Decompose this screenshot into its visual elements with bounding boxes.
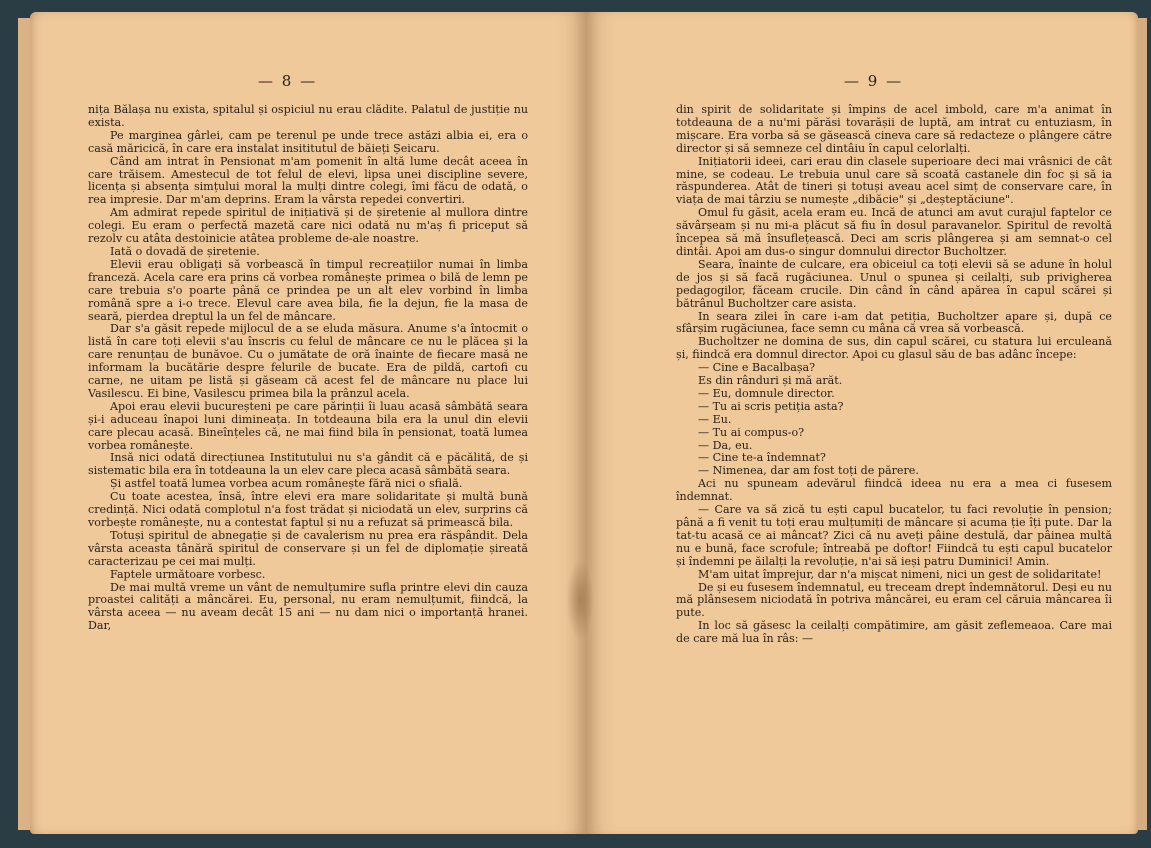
paragraph: — Eu. xyxy=(698,412,732,426)
right-page-text xyxy=(676,104,1112,646)
paragraph: De și eu fusesem îndemnatul, eu treceam drept îndemnătorul. Deși eu nu mă plânsesem niciodată în potriva mâncărei, eu eram cel căruia mâncarea îi pute. xyxy=(676,580,1112,620)
binding-stain xyxy=(566,560,594,640)
paragraph: Am admirat repede spiritul de inițiativă și de șiretenie al mullora dintre colegi. Eu eram o perfectă mazetă care nici odată nu m'aș fi priceput să rezolv cu atâta destoinicie atâtea probleme de-ale noastre. xyxy=(88,206,528,246)
paragraph: Inițiatorii ideei, cari erau din clasele superioare deci mai vrâsnici de cât mine, se codeau. Le trebuia unul care să scoată castanele din foc și să ia răspunderea. Atât de tineri și totuși aveau acel simț de conservare care, în viața de mai târziu se numește „dibăcie" și „deșteptăciune". xyxy=(676,154,1112,207)
paragraph: In seara zilei în care i-am dat petiția, Bucholtzer apare și, după ce sfârșim rugăciunea, face semn cu mâna că vrea să vorbească. xyxy=(676,309,1112,336)
paragraph: din spirit de solidaritate și împins de acel imbold, care m'a animat în totdeauna de a nu'mi părăsi tovarășii de luptă, am intrat cu entuziasm, în mișcare. Era vorba să se găsească cineva care să redacteze o plângere către director și să semneze cel dintâiu în capul celorlalți. xyxy=(676,103,1112,155)
paragraph: — Tu ai compus-o? xyxy=(698,425,805,439)
paragraph: Faptele următoare vorbesc. xyxy=(110,567,266,581)
paragraph: Es din rânduri și mă arăt. xyxy=(698,374,843,388)
paragraph: Bucholtzer ne domina de sus, din capul scărei, cu statura lui erculeană și, fiindcă era domnul director. Apoi cu glasul său de bas adânc începe: xyxy=(676,335,1112,362)
paragraph: Insă nici odată direcțiunea Institutului nu s'a gândit că e păcălită, de și sistematic bila era în totdeauna la un elev care pleca acasă sâmbătă seara. xyxy=(88,451,528,478)
paragraph: Când am intrat în Pensionat m'am pomenit în altă lume decât aceea în care trăisem. Amestecul de tot felul de elevi, lipsa unei discipline severe, licența și absența simțului moral la mulți dintre colegi, îmi făcu de odată, o rea impresie. Dar m'am deprins. Eram la vârsta repedei convertiri. xyxy=(88,154,528,207)
paragraph: Dar s'a găsit repede mijlocul de a se eluda măsura. Anume s'a întocmit o listă în care toți elevii s'au înscris cu felul de mâncare ce nu le plăcea și la care renunțau de bunăvoe. Cu o jumătate de oră înainte de fiecare masă ne informam la bucătărie despre felurile de bucate. Era de pildă, cartofi cu carne, ne uitam pe listă și găseam că acest fel de mâncare nu place lui Vasilescu. Ei bine, Vasilescu primea bila la prânzul acela. xyxy=(88,322,528,400)
paragraph: Elevii erau obligați să vorbească în timpul recreațiilor numai în limba franceză. Acela care era prins că vorbea românește primea o bilă de lemn pe care trebuia s'o poarte până ce prindea pe un alt elev vorbind în limba română spre a i-o trece. Elevul care avea bila, fie la dejun, fie la masa de seară, pierdea dreptul la un fel de mâncare. xyxy=(88,257,528,323)
paragraph: De mai multă vreme un vânt de nemulțumire sufla printre elevi din cauza proastei calități a mâncărei. Eu, personal, nu eram nemulțumit, fiindcă, la vârsta aceea — nu aveam decât 15 ani — nu dam nici o importanță hranei. Dar, xyxy=(88,580,528,633)
left-page xyxy=(30,12,586,834)
paragraph: Apoi erau elevii bucureșteni pe care părinții îi luau acasă sâmbătă seara și-i aduceau înapoi luni dimineața. In totdeauna bila era la unul din elevii care plecau acasă. Bineînțeles că, ne mai fiind bila în pensionat, toată lumea vorbea românește. xyxy=(88,399,528,452)
paragraph: — Cine e Bacalbașa? xyxy=(698,361,816,375)
paragraph: — Tu ai scris petiția asta? xyxy=(698,399,844,413)
paragraph: — Cine te-a îndemnat? xyxy=(698,451,826,465)
paragraph: Totuși spiritul de abnegație și de cavalerism nu prea era răspândit. Dela vârsta aceasta tânără spiritul de conservare și un fel de diplomație șireată caracterizau pe cei mai mulți. xyxy=(88,528,528,568)
left-page-text xyxy=(88,104,528,633)
paragraph: Cu toate acestea, însă, între elevi era mare solidaritate și multă bună credință. Nici odată complotul n'a fost trădat și niciodată un elev, surprins că vorbește românește, nu a contestat faptul și nu a refuzat să primească bila. xyxy=(88,490,528,529)
page-number-right: — 9 — xyxy=(844,72,904,90)
paragraph: M'am uitat împrejur, dar n'a mișcat nimeni, nici un gest de solidaritate! xyxy=(698,567,1102,581)
paragraph: Omul fu găsit, acela eram eu. Incă de atunci am avut curajul faptelor ce săvârșeam și nu mi-a plăcut să fiu în dosul paravanelor. Spiritul de revoltă începea să mă însuflețească. Deci am scris plângerea și am semnat-o cel dintâi. Apoi am dus-o singur domnului director Bucholtzer. xyxy=(676,206,1112,258)
paragraph: — Eu, domnule director. xyxy=(698,386,835,400)
paragraph: Aci nu spuneam adevărul fiindcă ideea nu era a mea ci fusesem îndemnat. xyxy=(676,477,1112,504)
paragraph: nița Bălașa nu exista, spitalul și ospiciul nu erau clădite. Palatul de justiție nu exista. xyxy=(88,103,528,129)
paragraph: Iată o dovadă de șiretenie. xyxy=(110,244,260,258)
paragraph: Pe marginea gârlei, cam pe terenul pe unde trece astăzi albia ei, era o casă măricică, în care era instalat insititutul de băieți Șeicaru. xyxy=(88,128,528,155)
paragraph: In loc să găsesc la ceilalți compătimire, am găsit zeflemeaoa. Care mai de care mă lua în râs: — xyxy=(676,619,1112,646)
paragraph: — Care va să zică tu ești capul bucatelor, tu faci revoluție în pension; până a fi venit tu toți erau mulțumiți de mâncare și acuma ție îți pute. Dar la tat-tu acasă ce ai mâncat? Zici că nu aveți pâine destulă, dar pâinea multă nu e bună, face scrofule; întreabă pe doftor! Fiindcă tu ești capul bucatelor și îndemni pe ăilalți la revoluție, n'ai să ieși patru Duminici! Amin. xyxy=(676,503,1112,568)
paragraph: Și astfel toată lumea vorbea acum românește fără nici o sfială. xyxy=(110,477,463,491)
paragraph: — Nimenea, dar am fost toți de părere. xyxy=(698,464,919,478)
paragraph: — Da, eu. xyxy=(698,438,753,452)
page-number-left: — 8 — xyxy=(258,72,318,90)
right-page xyxy=(586,12,1138,834)
paragraph: Seara, înainte de culcare, era obiceiul ca toți elevii să se adune în holul de jos și să facă rugăciunea. Unul o spunea și ceilalți, sub privigherea pedagogilor, făceam crucile. Din când în când apărea în capul scărei și bătrânul Bucholtzer care asista. xyxy=(676,257,1112,310)
